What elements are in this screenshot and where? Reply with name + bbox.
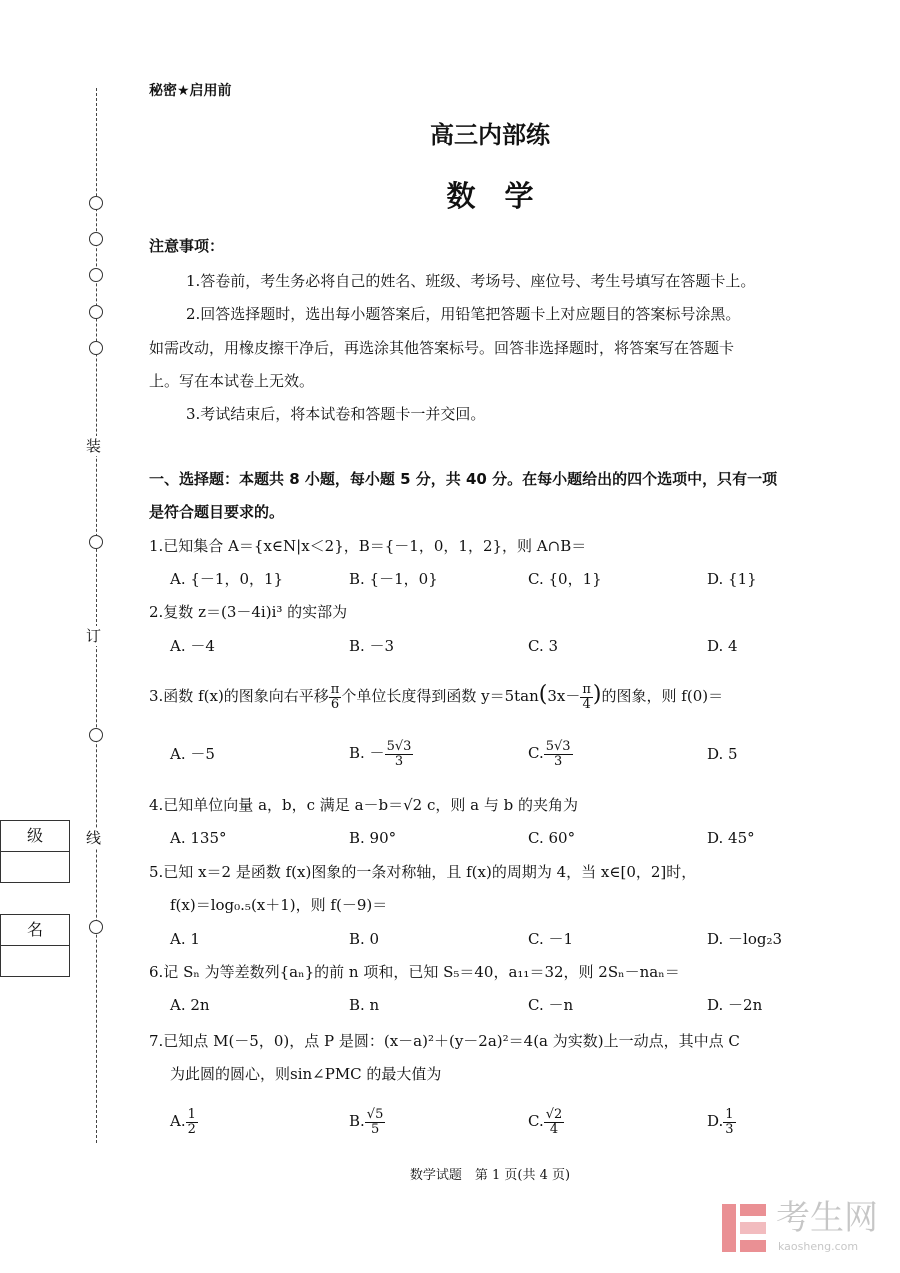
q4-option-a: A. 135°: [170, 829, 227, 847]
q7-option-c: C. $\frac{√2}{4}$: [528, 1106, 563, 1137]
q4-option-b: B. 90°: [349, 829, 397, 847]
q3-option-a: A. －5: [170, 745, 215, 763]
question-7-stem-cont: 为此圆的圆心，则sin∠PMC 的最大值为: [170, 1065, 442, 1083]
q3-option-d: D. 5: [707, 745, 738, 763]
q2-option-b: B. －3: [349, 637, 395, 655]
q3-frac-pi-6: $\frac{\pi}{6}$: [330, 681, 340, 712]
question-5-stem-cont: f(x)＝log₀.₅(x＋1)，则 f(－9)＝: [170, 896, 388, 914]
notice-item-2-cont: 如需改动，用橡皮擦干净后，再选涂其他答案标号。回答非选择题时，将答案写在答题卡: [149, 339, 735, 357]
q2-option-d: D. 4: [707, 637, 738, 655]
q4-option-c: C. 60°: [528, 829, 576, 847]
notice-item-3: 3.考试结束后，将本试卷和答题卡一并交回。: [186, 405, 486, 423]
question-3-stem: 3.函数 f(x)的图象向右平移 $\frac{\pi}{6}$ 个单位长度得到函数 y＝5tan(3x－ $\frac{\pi}{4}$ )的图象，则 f(0)＝: [149, 681, 724, 712]
binding-hole: [89, 535, 103, 549]
notice-heading: 注意事项：: [149, 237, 225, 255]
binding-zhuang: 装: [86, 437, 102, 455]
q1-option-b: B. {－1，0}: [349, 570, 438, 588]
q3-stem-part: 个单位长度得到函数 y＝5tan: [341, 687, 539, 705]
q7-option-a: A. $\frac{1}{2}$: [170, 1106, 196, 1137]
watermark-icon: [718, 1200, 770, 1256]
q4-option-d: D. 45°: [707, 829, 755, 847]
page-title: 高三内部练: [430, 121, 550, 149]
binding-hole: [89, 920, 103, 934]
q6-option-c: C. －n: [528, 996, 574, 1014]
q5-option-c: C. －1: [528, 930, 574, 948]
binding-ding: 订: [86, 627, 102, 645]
q7-option-b: B. $\frac{√5}{5}$: [349, 1106, 384, 1137]
q2-option-c: C. 3: [528, 637, 559, 655]
binding-xian: 线: [86, 829, 102, 847]
watermark-en: kaosheng.com: [778, 1240, 859, 1253]
q7-option-d: D. $\frac{1}{3}$: [707, 1106, 734, 1137]
class-label: 级: [0, 820, 70, 852]
question-7-stem: 7.已知点 M(－5，0)，点 P 是圆：(x－a)²＋(y－2a)²＝4(a 为实数)上一动点，其中点 C: [149, 1032, 740, 1050]
q5-option-a: A. 1: [170, 930, 200, 948]
notice-item-2: 2.回答选择题时，选出每小题答案后，用铅笔把答题卡上对应题目的答案标号涂黑。: [186, 305, 741, 323]
q1-option-a: A. {－1，0，1}: [170, 570, 284, 588]
notice-item-1: 1.答卷前，考生务必将自己的姓名、班级、考场号、座位号、考生号填写在答题卡上。: [186, 272, 756, 290]
binding-hole: [89, 232, 103, 246]
q3-option-c: C. $\frac{5√3}{3}$: [528, 738, 571, 769]
secret-mark: 秘密★启用前: [149, 83, 232, 99]
q5-option-d: D. －log₂3: [707, 930, 783, 948]
binding-hole: [89, 728, 103, 742]
question-2-stem: 2.复数 z＝(3－4i)i³ 的实部为: [149, 603, 348, 621]
binding-hole: [89, 268, 103, 282]
q3-stem-part: 的图象，则 f(0)＝: [601, 687, 724, 705]
notice-item-2-end: 上。写在本试卷上无效。: [149, 372, 315, 390]
q2-option-a: A. －4: [170, 637, 215, 655]
q1-option-d: D. {1}: [707, 570, 757, 588]
question-6-stem: 6.记 Sₙ 为等差数列{aₙ}的前 n 项和，已知 S₅＝40，a₁₁＝32，则 2Sₙ－naₙ＝: [149, 963, 680, 981]
watermark-logo: [718, 1198, 888, 1262]
name-label: 名: [0, 914, 70, 946]
q3-stem-part: 3x－: [547, 687, 581, 705]
q6-option-a: A. 2n: [170, 996, 210, 1014]
binding-hole: [89, 341, 103, 355]
q3-stem-part: 3.函数 f(x)的图象向右平移: [149, 687, 329, 705]
q1-option-c: C. {0，1}: [528, 570, 602, 588]
question-5-stem: 5.已知 x＝2 是函数 f(x)图象的一条对称轴，且 f(x)的周期为 4，当 x∈[0，2]时，: [149, 863, 697, 881]
question-1-stem: 1.已知集合 A＝{x∈N|x＜2}，B＝{－1，0，1，2}，则 A∩B＝: [149, 537, 587, 555]
q6-option-b: B. n: [349, 996, 380, 1014]
question-4-stem: 4.已知单位向量 a，b，c 满足 a－b＝√2 c，则 a 与 b 的夹角为: [149, 796, 578, 814]
q6-option-d: D. －2n: [707, 996, 763, 1014]
page-footer: 数学试题 第 1 页(共 4 页): [409, 1168, 571, 1183]
binding-dashed-line: [96, 88, 97, 1143]
q3-frac-pi-4: $\frac{\pi}{4}$: [582, 681, 591, 712]
subject-title: 数 学: [446, 179, 534, 213]
class-field[interactable]: [0, 852, 70, 883]
q3-option-b: B. － $\frac{5√3}{3}$: [349, 738, 412, 769]
watermark-cn: 考生网: [776, 1198, 878, 1238]
binding-hole: [89, 305, 103, 319]
section-heading-cont: 是符合题目要求的。: [149, 503, 285, 521]
section-heading: 一、选择题：本题共 8 小题，每小题 5 分，共 40 分。在每小题给出的四个选项中，只有一项: [149, 470, 778, 488]
q5-option-b: B. 0: [349, 930, 380, 948]
name-field[interactable]: [0, 946, 70, 977]
